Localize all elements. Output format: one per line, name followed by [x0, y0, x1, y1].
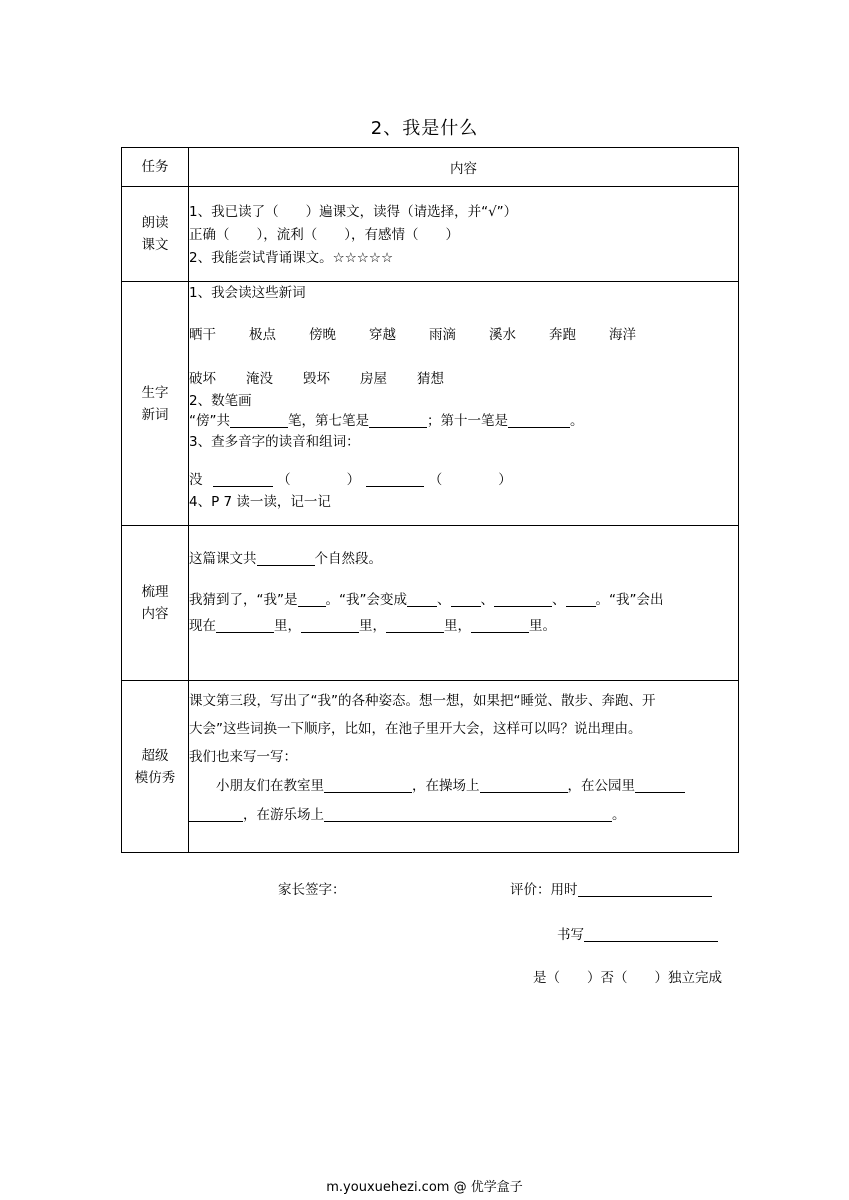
content-vocab	[189, 282, 739, 526]
reading-line1: 1、我已读了（ ）遍课文，读得（请选择，并“√”）	[189, 204, 518, 220]
blank-become-4[interactable]	[566, 591, 596, 607]
appear-li: 里	[274, 618, 288, 634]
independent-line: 是（ ）否（ ）独立完成	[533, 970, 722, 986]
vocab-heading4: 4、P 7 读一读，记一记	[189, 494, 331, 510]
table-header-row	[122, 148, 739, 187]
blank-what[interactable]	[298, 591, 326, 607]
sep: 、	[480, 592, 494, 608]
task-reading	[122, 187, 189, 282]
imitate-line3: 我们也来写一写：	[189, 749, 297, 765]
blank-seventh[interactable]	[369, 412, 427, 428]
task-imitate-line1: 超级	[141, 747, 169, 764]
paragraph-count-line	[189, 548, 738, 571]
blank-time[interactable]	[578, 881, 712, 897]
stroke-text-d: 。	[570, 413, 584, 429]
word: 傍晚	[309, 327, 336, 343]
task-outline-line2: 内容	[141, 606, 169, 622]
blank-place-1[interactable]	[216, 617, 274, 633]
content-reading	[189, 187, 739, 282]
imitate-line4	[189, 771, 738, 801]
task-imitate-line2: 模仿秀	[134, 769, 176, 786]
paren-open-1: （	[277, 472, 291, 488]
word: 猜想	[417, 371, 444, 387]
blank-become-3[interactable]	[494, 591, 552, 607]
watermark: m.youxuehezi.com @ 优学盒子	[326, 1180, 523, 1195]
word: 毁坏	[303, 371, 330, 387]
guess-text-c: 。“我”会出	[595, 592, 664, 608]
blank-writing[interactable]	[584, 926, 718, 942]
blank-place-3[interactable]	[386, 617, 444, 633]
blank-pinyin-2[interactable]	[366, 471, 424, 487]
reading-line2: 正确（ ），流利（ ），有感情（ ）	[189, 227, 459, 243]
task-reading-line1: 朗读	[141, 215, 169, 231]
vocab-heading1: 1、我会读这些新词	[189, 285, 306, 301]
write-text-c: ，在公园里	[567, 778, 635, 794]
task-vocab-line1: 生字	[141, 384, 169, 401]
poly-char: 没	[189, 472, 203, 488]
blank-eleventh[interactable]	[508, 412, 570, 428]
sep: 、	[437, 592, 451, 608]
task-vocab	[122, 282, 189, 526]
appear-comma: ，	[372, 618, 386, 634]
stroke-text-c: ；第十一笔是	[427, 413, 508, 429]
row-reading	[122, 187, 739, 282]
blank-place-2[interactable]	[301, 617, 359, 633]
guess-text-b: 。“我”会变成	[325, 592, 407, 608]
row-outline	[122, 526, 739, 681]
words-row1	[189, 324, 738, 347]
stroke-text-b: 笔，第七笔是	[288, 413, 369, 429]
eval-label: 评价：用时	[510, 882, 578, 898]
blank-place-4[interactable]	[471, 617, 529, 633]
task-table	[121, 147, 739, 853]
appear-end: 里。	[529, 618, 556, 634]
blank-pinyin-1[interactable]	[213, 471, 273, 487]
row-vocab	[122, 282, 739, 526]
blank-park-a[interactable]	[635, 777, 685, 793]
reading-line3: 2、我能尝试背诵课文。☆☆☆☆☆	[189, 250, 394, 266]
parent-sign-label: 家长签字：	[278, 882, 346, 898]
task-reading-line2: 课文	[141, 237, 169, 253]
word: 破坏	[189, 371, 216, 387]
sep: 、	[552, 592, 566, 608]
word: 房屋	[360, 371, 387, 387]
stroke-line	[189, 411, 738, 431]
task-imitate	[122, 681, 189, 853]
word: 雨滴	[429, 327, 456, 343]
content-outline	[189, 526, 739, 681]
blank-park-b[interactable]	[189, 806, 243, 822]
stroke-text-a: “傍”共	[189, 413, 230, 429]
writing-line	[557, 923, 718, 943]
eval-time-line	[510, 878, 712, 898]
imitate-line5	[189, 801, 738, 829]
task-vocab-line2: 新词	[141, 406, 169, 423]
blank-become-1[interactable]	[407, 591, 437, 607]
para-text-a: 这篇课文共	[189, 551, 257, 567]
appear-comma: ，	[457, 618, 471, 634]
vocab-heading3: 3、查多音字的读音和组词：	[189, 434, 360, 450]
blank-amusement[interactable]	[324, 806, 612, 822]
word: 淹没	[246, 371, 273, 387]
appear-line	[189, 615, 738, 638]
write-text-a: 小朋友们在教室里	[216, 778, 324, 794]
word: 穿越	[369, 327, 396, 343]
appear-li: 里	[444, 618, 458, 634]
appear-text-a: 现在	[189, 618, 216, 634]
header-content: 内容	[189, 148, 739, 187]
word: 极点	[249, 327, 276, 343]
word: 溪水	[489, 327, 516, 343]
appear-comma: ，	[287, 618, 301, 634]
polyphone-line	[189, 469, 738, 492]
writing-label: 书写	[557, 927, 584, 943]
para-text-b: 个自然段。	[314, 551, 382, 567]
words-row2	[189, 368, 738, 391]
task-outline-line1: 梳理	[141, 584, 169, 600]
write-text-b: ，在操场上	[412, 778, 480, 794]
blank-playground[interactable]	[480, 777, 568, 793]
task-outline	[122, 526, 189, 681]
word: 奔跑	[549, 327, 576, 343]
row-imitate	[122, 681, 739, 853]
paren-close-2: ）	[498, 472, 512, 488]
word: 晒干	[189, 327, 216, 343]
blank-paragraphs[interactable]	[257, 550, 315, 566]
write-text-d: ，在游乐场上	[243, 807, 324, 823]
content-imitate	[189, 681, 739, 853]
header-task: 任务	[122, 148, 189, 187]
blank-classroom[interactable]	[324, 777, 412, 793]
appear-li: 里	[359, 618, 373, 634]
write-text-e: 。	[612, 807, 626, 823]
vocab-heading2: 2、数笔画	[189, 393, 252, 409]
word: 海洋	[609, 327, 636, 343]
blank-strokes[interactable]	[230, 412, 288, 428]
guess-text-a: 我猜到了，“我”是	[189, 592, 298, 608]
page-title: 2、我是什么	[370, 118, 479, 139]
imitate-line2: 大会”这些词换一下顺序，比如，在池子里开大会，这样可以吗？说出理由。	[189, 721, 642, 737]
blank-become-2[interactable]	[451, 591, 481, 607]
paren-open-2: （	[428, 472, 443, 488]
guess-line	[189, 589, 738, 612]
paren-close-1: ）	[346, 472, 361, 488]
imitate-line1: 课文第三段，写出了“我”的各种姿态。想一想，如果把“睡觉、散步、奔跑、开	[189, 693, 656, 709]
